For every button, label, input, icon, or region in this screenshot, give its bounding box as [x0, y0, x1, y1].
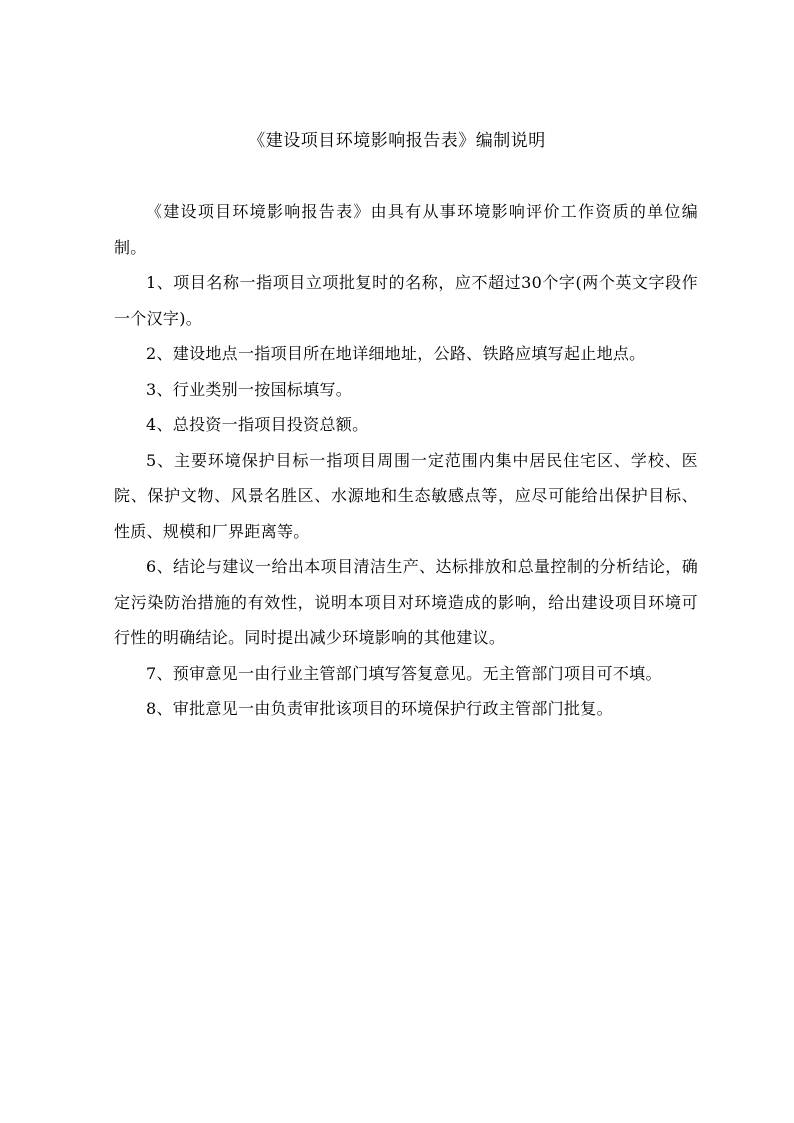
item-7-paragraph: 7、预审意见一由行业主管部门填写答复意见。无主管部门项目可不填。	[146, 663, 662, 683]
item-6-paragraph: 6、结论与建议一给出本项目清洁生产、达标排放和总量控制的分析结论，确定污染防治措施的有效性，说明本项目对环境造成的影响，给出建设项目环境可行性的明确结论。同时提出减少环境影响的其他建议。	[114, 557, 698, 647]
document-body	[114, 194, 698, 727]
item-3-paragraph: 3、行业类别一按国标填写。	[146, 379, 353, 399]
item-2-paragraph: 2、建设地点一指项目所在地详细地址，公路、铁路应填写起止地点。	[146, 344, 646, 363]
item-8-paragraph: 8、审批意见一由负责审批该项目的环境保护行政主管部门批复。	[146, 699, 613, 718]
item-5-paragraph: 5、主要环境保护目标一指项目周围一定范围内集中居民住宅区、学校、医院、保护文物、风景名胜区、水源地和生态敏感点等，应尽可能给出保护目标、性质、规模和厂界距离等。	[114, 450, 698, 541]
item-4-paragraph: 4、总投资一指项目投资总额。	[146, 415, 369, 434]
item-1-paragraph: 1、项目名称一指项目立项批复时的名称，应不超过30个字(两个英文字段作一个汉字)。	[114, 273, 698, 328]
document-title: 《建设项目环境影响报告表》编制说明	[248, 131, 546, 151]
intro-paragraph: 《建设项目环境影响报告表》由具有从事环境影响评价工作资质的单位编制。	[114, 202, 698, 257]
